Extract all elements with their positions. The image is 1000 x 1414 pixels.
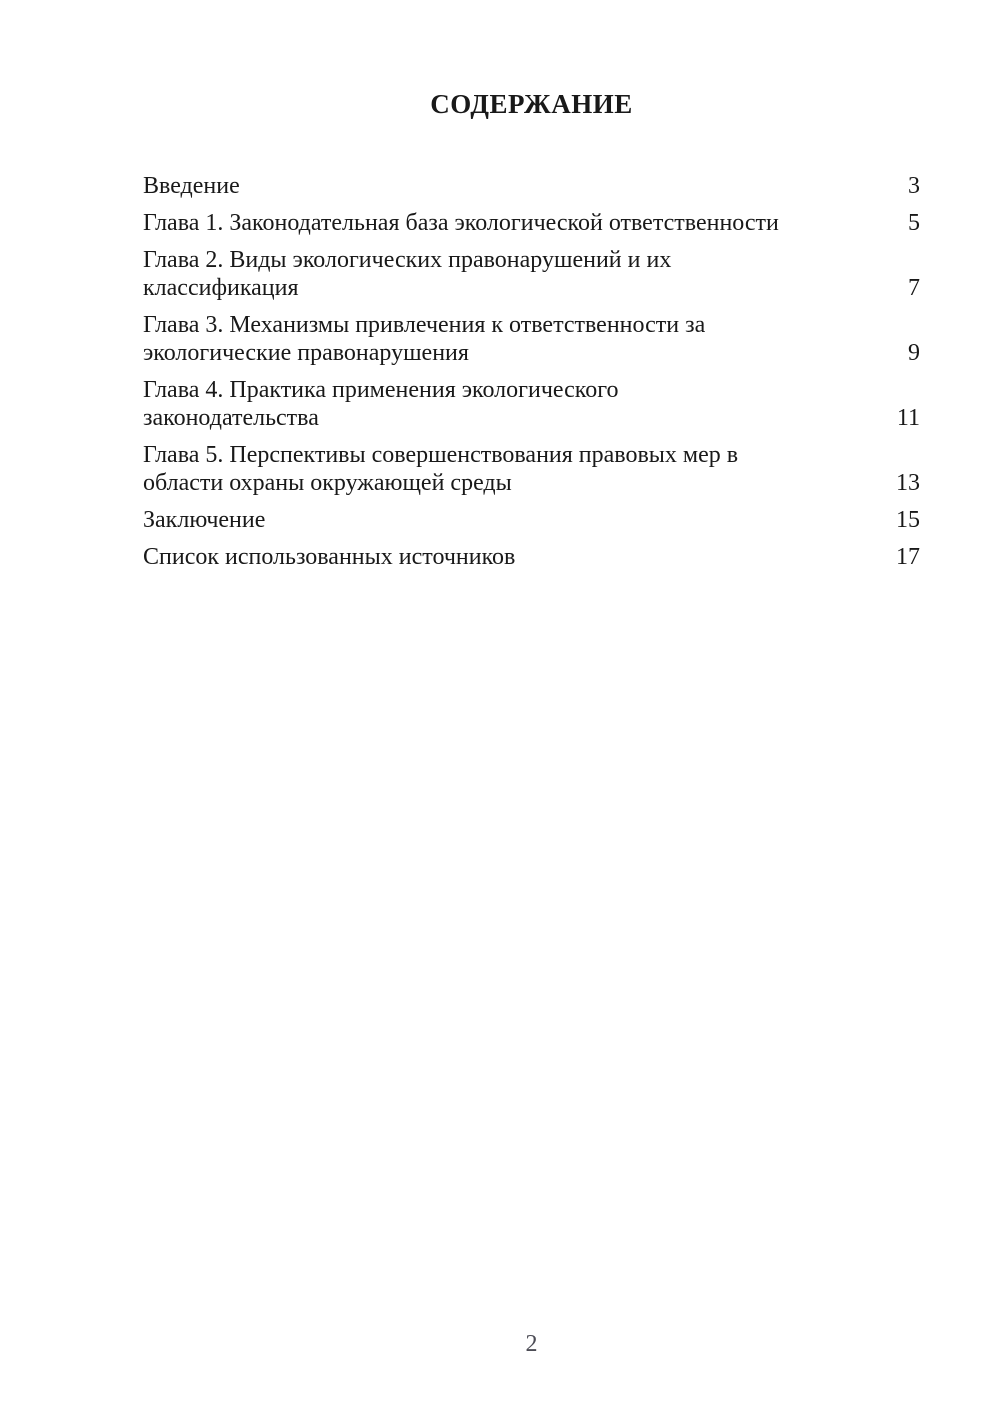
toc-entry-page-number: 9 xyxy=(908,340,920,366)
toc-entry-page-number: 15 xyxy=(896,507,920,533)
toc-entry-introduction xyxy=(143,172,920,200)
toc-entry-page-number: 17 xyxy=(896,544,920,570)
toc-entry-line: экологические правонарушения xyxy=(143,340,469,366)
toc-entry-title xyxy=(143,246,671,302)
toc-entry-line: законодательства xyxy=(143,405,319,431)
toc-entry-conclusion xyxy=(143,506,920,534)
toc-entry-line: Глава 4. Практика применения экологического xyxy=(143,377,619,403)
toc-entry-chapter-1 xyxy=(143,209,920,237)
toc-entry-title xyxy=(143,376,618,432)
toc-entry-line: области охраны окружающей среды xyxy=(143,470,512,496)
toc-entry-line: Список использованных источников xyxy=(143,544,516,570)
toc-entry-title xyxy=(143,209,779,237)
toc-entry-line: Введение xyxy=(143,173,240,199)
page-title: СОДЕРЖАНИЕ xyxy=(430,89,633,119)
toc-entry-line: Заключение xyxy=(143,507,266,533)
toc-entry-chapter-3 xyxy=(143,311,920,367)
toc-entry-title xyxy=(143,506,265,534)
table-of-contents xyxy=(143,172,920,571)
toc-entry-chapter-4 xyxy=(143,376,920,432)
toc-entry-chapter-5 xyxy=(143,441,920,497)
toc-entry-page-number: 13 xyxy=(896,470,920,496)
toc-entry-line: Глава 2. Виды экологических правонарушений и их xyxy=(143,247,672,273)
toc-entry-line: Глава 3. Механизмы привлечения к ответственности за xyxy=(143,312,706,338)
toc-entry-line: классификация xyxy=(143,275,299,301)
toc-entry-page-number: 3 xyxy=(908,173,920,199)
toc-entry-chapter-2 xyxy=(143,246,920,302)
toc-entry-line: Глава 1. Законодательная база экологической ответственности xyxy=(143,210,779,236)
toc-entry-page-number: 11 xyxy=(896,405,920,431)
toc-entry-line: Глава 5. Перспективы совершенствования правовых мер в xyxy=(143,442,739,468)
toc-entry-title xyxy=(143,311,705,367)
toc-entry-title xyxy=(143,543,515,571)
toc-entry-title xyxy=(143,172,240,200)
toc-entry-page-number: 7 xyxy=(908,275,920,301)
toc-entry-page-number: 5 xyxy=(908,210,920,236)
toc-entry-references xyxy=(143,543,920,571)
footer-page-number: 2 xyxy=(525,1331,538,1357)
toc-entry-title xyxy=(143,441,738,497)
content-column xyxy=(143,0,920,580)
